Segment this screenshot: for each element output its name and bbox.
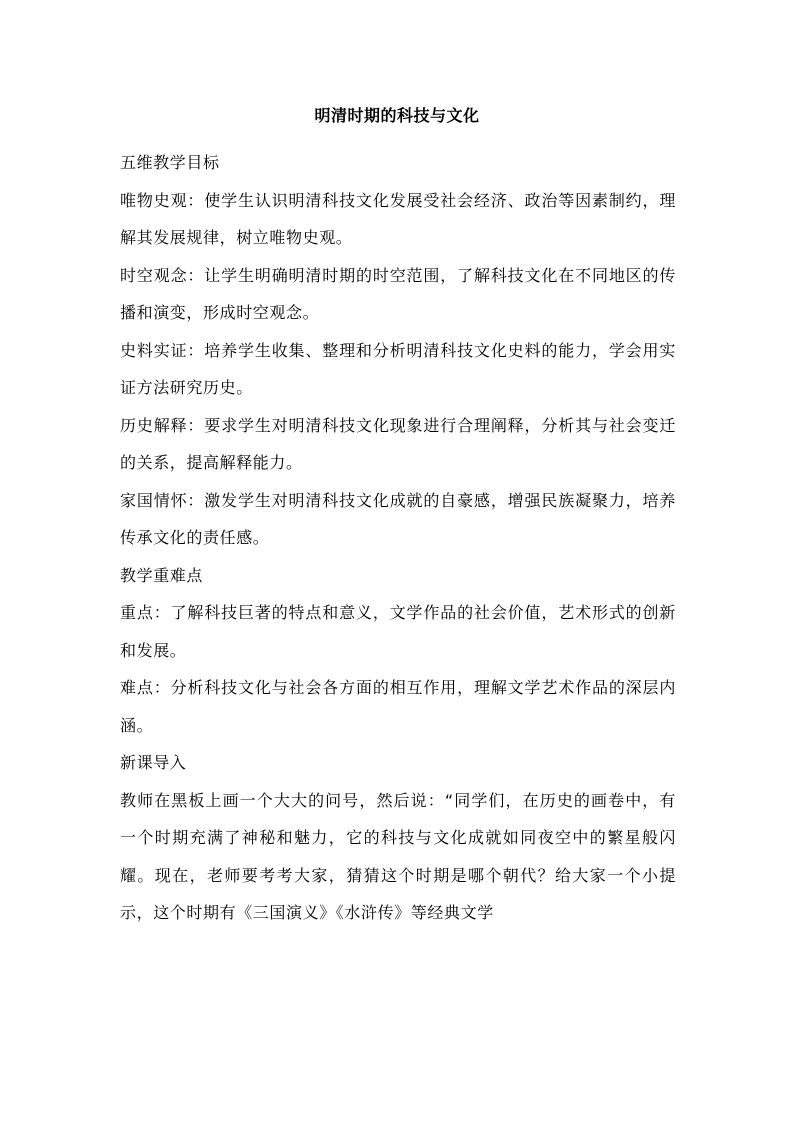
page-title: 明清时期的科技与文化 [314, 106, 480, 125]
section-heading-focus: 教学重难点 [120, 565, 204, 585]
paragraph-goal-spacetime: 时空观念：让学生明确明清时期的时空范围，了解科技文化在不同地区的传播和演变，形成时空观念。 [120, 265, 676, 322]
paragraph-goal-interpretation: 历史解释：要求学生对明清科技文化现象进行合理阐释，分析其与社会变迁的关系，提高解释能力。 [120, 415, 676, 472]
section-heading-intro: 新课导入 [120, 753, 187, 772]
paragraph-intro: 教师在黑板上画一个大大的问号，然后说：“同学们，在历史的画卷中，有一个时期充满了神秘和魅力，它的科技与文化成就如同夜空中的繁星般闪耀。现在，老师要考考大家，猜猜这个时期是哪个朝代？给大家一个小提示，这个时期有《三国演义》《水浒传》等经典文学 [120, 790, 676, 922]
paragraph-difficult-point: 难点：分析科技文化与社会各方面的相互作用，理解文学艺术作品的深层内涵。 [120, 678, 676, 735]
paragraph-goal-materialism: 唯物史观：使学生认识明清科技文化发展受社会经济、政治等因素制约，理解其发展规律，树立唯物史观。 [120, 190, 676, 247]
section-heading-goals: 五维教学目标 [120, 153, 220, 172]
paragraph-key-point: 重点：了解科技巨著的特点和意义，文学作品的社会价值，艺术形式的创新和发展。 [120, 603, 676, 660]
paragraph-goal-patriotism: 家国情怀：激发学生对明清科技文化成就的自豪感，增强民族凝聚力，培养传承文化的责任感。 [120, 490, 676, 547]
paragraph-goal-evidence: 史料实证：培养学生收集、整理和分析明清科技文化史料的能力，学会用实证方法研究历史。 [120, 340, 676, 397]
document-body [120, 144, 676, 932]
